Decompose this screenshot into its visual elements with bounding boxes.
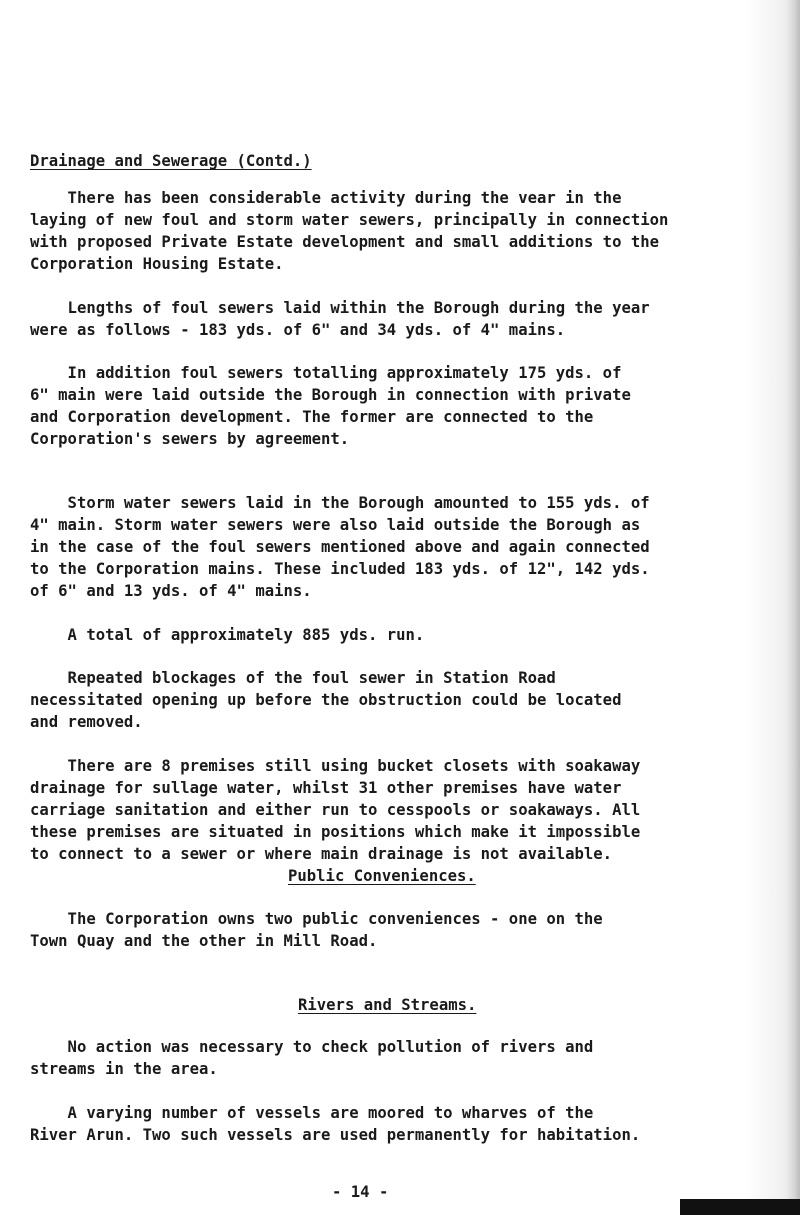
page-edge-shadow (786, 0, 800, 1215)
paragraph-bucket-closets: There are 8 premises still using bucket closets with soakaway drainage for sullage water, whilst 31 other premises have water carriage sanitation and either run to cesspools or soakaways. All these premises are situated in positions which make it impossible to connect to a sewer or where main drainage is not available. (30, 757, 641, 863)
page-edge-bar (680, 1199, 800, 1215)
page-number: - 14 - (332, 1183, 389, 1201)
paragraph-total-run: A total of approximately 885 yds. run. (30, 626, 425, 644)
section-heading-public-conveniences: Public Conveniences. (288, 867, 476, 885)
paragraph-storm-water: Storm water sewers laid in the Borough amounted to 155 yds. of 4" main. Storm water sewers were also laid outside the Borough as in the case of the foul sewers mentioned above and again connected to the Corporation mains. These included 183 yds. of 12", 142 yds. of 6" and 13 yds. of 4" mains. (30, 494, 650, 600)
section-heading-drainage: Drainage and Sewerage (Contd.) (30, 152, 312, 170)
paragraph-station-road-blockages: Repeated blockages of the foul sewer in Station Road necessitated opening up before the obstruction could be located and removed. (30, 669, 622, 731)
paragraph-vessels-habitation: A varying number of vessels are moored to wharves of the River Arun. Two such vessels are used permanently for habitation. (30, 1104, 641, 1144)
paragraph-river-pollution: No action was necessary to check pollution of rivers and streams in the area. (30, 1038, 594, 1078)
paragraph-foul-sewer-lengths: Lengths of foul sewers laid within the Borough during the year were as follows - 183 yds. of 6" and 34 yds. of 4" mains. (30, 299, 650, 339)
paragraph-sewer-activity: There has been considerable activity during the vear in the laying of new foul and storm water sewers, principally in connection with proposed Private Estate development and small additions to the Corporation Housing Estate. (30, 189, 669, 273)
paragraph-public-conveniences: The Corporation owns two public conveniences - one on the Town Quay and the other in Mill Road. (30, 910, 603, 950)
paragraph-foul-sewers-outside: In addition foul sewers totalling approximately 175 yds. of 6" main were laid outside the Borough in connection with private and Corporation development. The former are connected to the Corporation's sewers by agreement. (30, 364, 631, 448)
section-heading-rivers-streams: Rivers and Streams. (298, 996, 477, 1014)
